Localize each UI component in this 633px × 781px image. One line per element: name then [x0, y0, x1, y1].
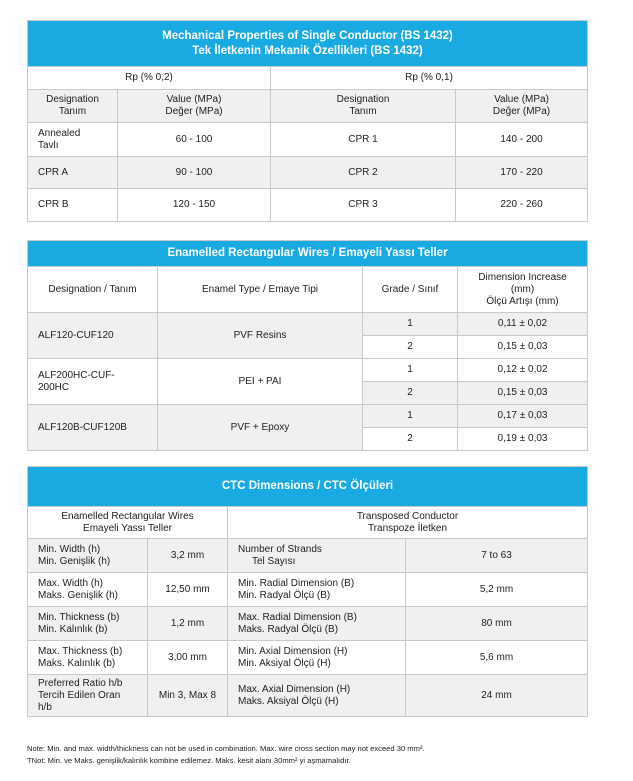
property-line: Tercih Edilen Oran	[38, 689, 121, 701]
value-cell: 220 - 260	[456, 189, 588, 222]
dimension-cell: 0,12 ± 0,02	[458, 359, 588, 382]
property-cell	[28, 641, 148, 675]
title-en: Mechanical Properties of Single Conductor (BS 1432)	[162, 30, 453, 43]
designation-header: Designation / Tanım	[28, 267, 158, 313]
table-row	[28, 157, 588, 189]
designation-line: Annealed	[38, 127, 81, 139]
dimension-cell: 0,19 ± 0,03	[458, 428, 588, 451]
designation-cell: ALF120-CUF120	[28, 313, 158, 359]
ctc-dimensions-title: CTC Dimensions / CTC Ölçüleri	[28, 467, 588, 507]
table-row	[28, 123, 588, 157]
value-cell: 1,2 mm	[148, 607, 228, 641]
property-cell	[228, 573, 406, 607]
property-line: Preferred Ratio h/b	[38, 677, 123, 689]
value-cell: 140 - 200	[456, 123, 588, 157]
ctc-dimensions-table	[27, 466, 588, 717]
value-cell: 3,2 mm	[148, 539, 228, 573]
note-en: Note: Min. and max. width/thickness can not be used in combination. Max. wire cross section may not exceed 30 mm².	[27, 744, 425, 753]
designation-cell: CPR A	[28, 157, 118, 189]
dimension-cell: 0,15 ± 0,03	[458, 336, 588, 359]
value-cell: 3,00 mm	[148, 641, 228, 675]
designation-header-2	[271, 90, 456, 123]
property-tr: Min. Aksiyal Ölçü (H)	[238, 657, 331, 669]
grade-cell: 1	[363, 313, 458, 336]
dimension-header-line: (mm)	[510, 283, 535, 295]
rp01-header: Rp (% 0,1)	[271, 67, 588, 90]
property-cell	[228, 607, 406, 641]
value-en: Value (MPa)	[166, 94, 222, 105]
designation-cell: CPR 3	[271, 189, 456, 222]
mechanical-properties-table	[27, 20, 588, 222]
property-tr: Min. Radyal Ölçü (B)	[238, 589, 331, 601]
property-tr: Maks. Genişlik (h)	[38, 589, 119, 601]
enamel-type-cell: PEI + PAI	[158, 359, 363, 405]
designation-line: Tavlı	[38, 139, 59, 151]
table-row	[28, 313, 588, 336]
grade-cell: 1	[363, 405, 458, 428]
dimension-cell: 0,15 ± 0,03	[458, 382, 588, 405]
value-tr: Değer (MPa)	[165, 106, 223, 117]
property-en: Min. Radial Dimension (B)	[238, 577, 355, 589]
designation-line: ALF200HC-CUF-	[38, 369, 115, 381]
property-en: Max. Axial Dimension (H)	[238, 683, 351, 695]
dimension-header-line: Dimension Increase	[478, 271, 567, 283]
property-cell	[228, 641, 406, 675]
mechanical-properties-title	[28, 21, 588, 67]
table-row	[28, 189, 588, 222]
value-cell: 24 mm	[406, 675, 588, 717]
grade-cell: 1	[363, 359, 458, 382]
enamelled-wires-title: Enamelled Rectangular Wires / Emayeli Yassı Teller	[28, 241, 588, 267]
property-en: Min. Axial Dimension (H)	[238, 645, 348, 657]
value-cell: 80 mm	[406, 607, 588, 641]
designation-cell	[28, 359, 158, 405]
value-en: Value (MPa)	[494, 94, 549, 105]
property-en: Min. Thickness (b)	[38, 611, 120, 623]
left-header-en: Enamelled Rectangular Wires	[61, 510, 194, 522]
property-en: Max. Thickness (b)	[38, 645, 123, 657]
value-header-1	[118, 90, 271, 123]
value-cell: 5,2 mm	[406, 573, 588, 607]
table-row	[28, 539, 588, 573]
rp02-header: Rp (% 0,2)	[28, 67, 271, 90]
table-row	[28, 359, 588, 382]
table-row	[28, 607, 588, 641]
table-row	[28, 675, 588, 717]
designation-cell: CPR 2	[271, 157, 456, 189]
right-header-tr: Transpoze İletken	[367, 522, 448, 534]
value-cell: 90 - 100	[118, 157, 271, 189]
value-cell: 60 - 100	[118, 123, 271, 157]
property-tr: Tel Sayısı	[252, 555, 296, 567]
designation-tr: Tanım	[349, 106, 377, 117]
title-tr: Tek İletkenin Mekanik Özellikleri (BS 1432)	[192, 44, 423, 57]
value-cell: 12,50 mm	[148, 573, 228, 607]
designation-tr: Tanım	[58, 106, 87, 117]
value-cell: Min 3, Max 8	[148, 675, 228, 717]
property-en: Number of Strands	[238, 543, 322, 555]
footnotes	[27, 743, 617, 767]
property-line: h/b	[38, 701, 52, 713]
table-row	[28, 641, 588, 675]
enamel-type-cell: PVF + Epoxy	[158, 405, 363, 451]
property-tr: Maks. Radyal Ölçü (B)	[238, 623, 339, 635]
designation-line: 200HC	[38, 381, 70, 393]
left-header-tr: Emayeli Yassı Teller	[83, 522, 172, 534]
right-group-header	[228, 507, 588, 539]
property-en: Max. Radial Dimension (B)	[238, 611, 357, 623]
designation-cell: CPR B	[28, 189, 118, 222]
designation-header-1	[28, 90, 118, 123]
grade-cell: 2	[363, 428, 458, 451]
property-tr: Maks. Kalınlık (b)	[38, 657, 116, 669]
value-cell: 170 - 220	[456, 157, 588, 189]
value-tr: Değer (MPa)	[492, 106, 551, 117]
note-tr: TNot: Min. ve Maks. genişlik/kalınlık kombine edilemez. Maks. kesit alanı 30mm² yi aşmamalıdır.	[27, 755, 351, 765]
property-cell	[28, 539, 148, 573]
grade-header: Grade / Sınıf	[363, 267, 458, 313]
dimension-cell: 0,11 ± 0,02	[458, 313, 588, 336]
value-cell: 5,6 mm	[406, 641, 588, 675]
grade-cell: 2	[363, 336, 458, 359]
dimension-cell: 0,17 ± 0,03	[458, 405, 588, 428]
property-tr: Maks. Aksiyal Ölçü (H)	[238, 695, 339, 707]
right-header-en: Transposed Conductor	[356, 510, 459, 522]
table-row	[28, 573, 588, 607]
value-cell: 120 - 150	[118, 189, 271, 222]
property-en: Min. Width (h)	[38, 543, 101, 555]
property-cell	[28, 607, 148, 641]
left-group-header	[28, 507, 228, 539]
property-cell	[28, 573, 148, 607]
designation-cell	[28, 123, 118, 157]
enamelled-wires-table	[27, 240, 588, 451]
property-en: Max. Width (h)	[38, 577, 104, 589]
designation-cell: ALF120B-CUF120B	[28, 405, 158, 451]
designation-cell: CPR 1	[271, 123, 456, 157]
property-tr: Min. Genişlik (h)	[38, 555, 111, 567]
value-cell: 7 to 63	[406, 539, 588, 573]
property-cell	[228, 675, 406, 717]
designation-en: Designation	[336, 94, 390, 105]
dimension-increase-header	[458, 267, 588, 313]
property-tr: Min. Kalınlık (b)	[38, 623, 108, 635]
grade-cell: 2	[363, 382, 458, 405]
property-cell	[28, 675, 148, 717]
enamel-type-header: Enamel Type / Emaye Tipi	[158, 267, 363, 313]
enamel-type-cell: PVF Resins	[158, 313, 363, 359]
property-cell	[228, 539, 406, 573]
designation-en: Designation	[46, 94, 99, 105]
table-row	[28, 405, 588, 428]
value-header-2	[456, 90, 588, 123]
dimension-header-line: Ölçü Artışı (mm)	[486, 295, 559, 307]
